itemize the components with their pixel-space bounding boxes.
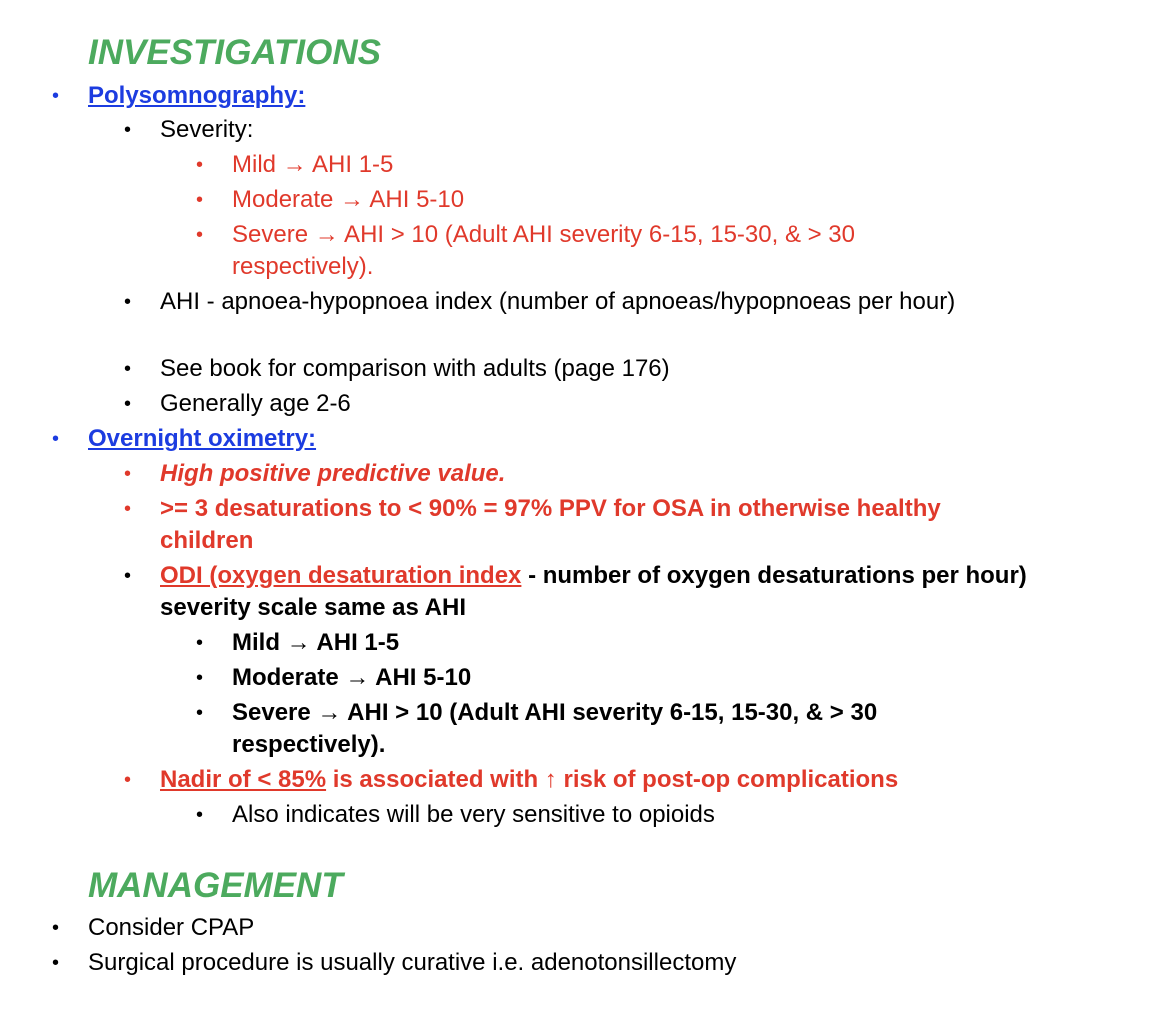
bullet-icon: •: [196, 702, 204, 724]
desaturations-text: >= 3 desaturations to < 90% = 97% PPV for OSA in otherwise healthy children: [160, 495, 941, 554]
list-item-age: [124, 388, 351, 420]
list-item-surgery: [52, 947, 737, 979]
surgery-text: Surgical procedure is usually curative i.e. adenotonsillectomy: [88, 949, 737, 976]
list-item-mild: [196, 149, 394, 181]
bullet-icon: •: [196, 224, 204, 246]
list-item-moderate: [196, 184, 465, 216]
list-item-opioids: [196, 799, 715, 831]
bullet-icon: •: [124, 393, 132, 415]
nadir-text: [160, 764, 898, 796]
list-item-ppv: [124, 458, 506, 490]
list-item-nadir: [124, 764, 899, 796]
management-heading: MANAGEMENT: [88, 866, 343, 905]
odi-severe-text: Severe → AHI > 10 (Adult AHI severity 6-15, 15-30, & > 30 respectively).: [232, 699, 878, 758]
list-item-odi-mild: [196, 627, 400, 659]
overnight-oximetry-link[interactable]: Overnight oximetry:: [88, 425, 317, 452]
list-item-odi: [124, 560, 1060, 624]
see-book-text: See book for comparison with adults (page 176): [160, 355, 670, 382]
nadir-link[interactable]: Nadir of < 85%: [160, 766, 327, 793]
list-item-severity: [124, 114, 254, 146]
bullet-icon: •: [124, 358, 132, 380]
severity-label: Severity:: [160, 116, 254, 143]
bullet-icon: •: [124, 463, 132, 485]
list-item-cpap: [52, 912, 255, 944]
list-item-oximetry: [52, 423, 317, 455]
bullet-icon: •: [196, 804, 204, 826]
severe-text: Severe → AHI > 10 (Adult AHI severity 6-15, 15-30, & > 30 respectively).: [232, 221, 855, 280]
bullet-icon: •: [52, 952, 60, 974]
polysomnography-link[interactable]: Polysomnography:: [88, 82, 306, 109]
odi-link[interactable]: ODI (oxygen desaturation index: [160, 562, 522, 589]
bullet-icon: •: [124, 119, 132, 141]
moderate-text: Moderate → AHI 5-10: [232, 186, 465, 213]
list-item-polysomnography: [52, 80, 306, 112]
odi-text: [160, 560, 1060, 624]
bullet-icon: •: [196, 189, 204, 211]
bullet-icon: •: [124, 769, 132, 791]
bullet-icon: •: [52, 428, 60, 450]
mild-text: Mild → AHI 1-5: [232, 151, 394, 178]
bullet-icon: •: [196, 154, 204, 176]
bullet-icon: •: [196, 632, 204, 654]
ahi-definition-text: AHI - apnoea-hypopnoea index (number of apnoeas/hypopnoeas per hour): [160, 288, 956, 315]
odi-description: - number of oxygen desaturations per hour) severity scale same as AHI: [160, 562, 1027, 621]
investigations-heading: INVESTIGATIONS: [88, 33, 381, 72]
bullet-icon: •: [124, 565, 132, 587]
bullet-icon: •: [124, 498, 132, 520]
cpap-text: Consider CPAP: [88, 914, 255, 941]
odi-moderate-text: Moderate → AHI 5-10: [232, 664, 472, 691]
bullet-icon: •: [52, 917, 60, 939]
odi-mild-text: Mild → AHI 1-5: [232, 629, 400, 656]
list-item-odi-severe: [196, 697, 972, 761]
ppv-text: High positive predictive value.: [160, 460, 506, 487]
nadir-description: is associated with ↑ risk of post-op complications: [326, 766, 899, 793]
bullet-icon: •: [124, 291, 132, 313]
opioids-text: Also indicates will be very sensitive to opioids: [232, 801, 715, 828]
list-item-severe: [196, 219, 952, 283]
age-text: Generally age 2-6: [160, 390, 351, 417]
list-item-see-book: [124, 353, 670, 385]
list-item-ahi-definition: [124, 286, 990, 318]
bullet-icon: •: [196, 667, 204, 689]
list-item-desaturations: [124, 493, 1040, 557]
list-item-odi-moderate: [196, 662, 472, 694]
bullet-icon: •: [52, 85, 60, 107]
